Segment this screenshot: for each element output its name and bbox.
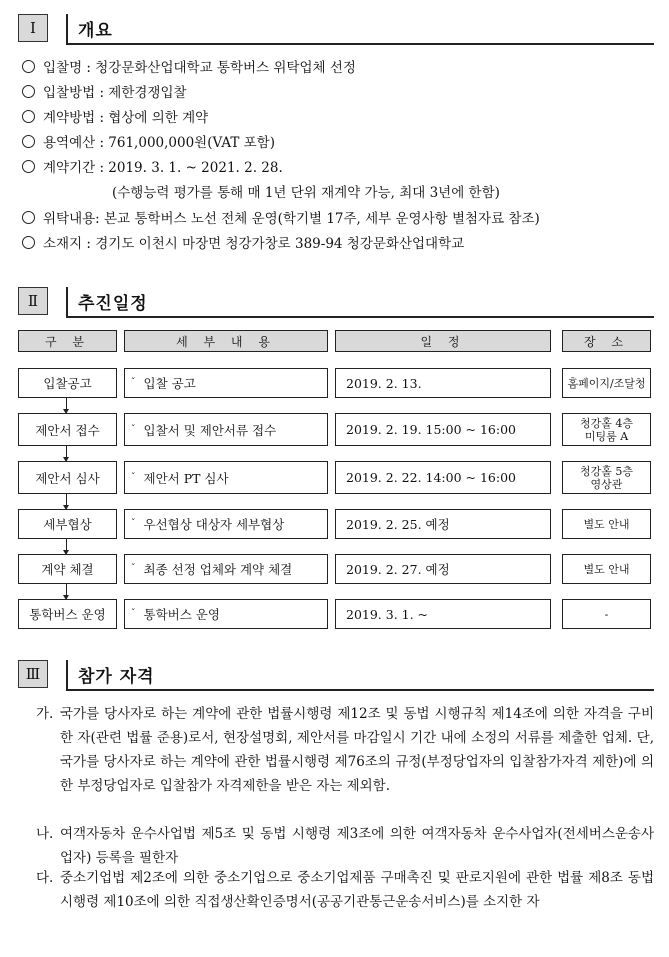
place-line: 청강홀 4층	[580, 416, 633, 430]
tick-icon: ˇ	[131, 609, 136, 619]
item-label: 가.	[36, 706, 54, 722]
detail-text: 제안서 PT 심사	[143, 470, 229, 486]
item-text: 위탁내용: 본교 통학버스 노선 전체 운영(학기별 17주, 세부 운영사항 별첨자료 참조)	[43, 211, 540, 227]
qualification-item	[36, 866, 654, 914]
divider	[66, 287, 68, 317]
tick-icon: ˇ	[131, 519, 136, 529]
item-text: 중소기업법 제2조에 의한 중소기업으로 중소기업제품 구매촉진 및 판로지원에 관한 법률 제8조 동법 시행령 제10조에 의한 직접생산확인증명서(공공기관통근운송서비스)를 소지한 자	[60, 870, 654, 910]
schedule-place: 홈페이지/조달청	[562, 368, 651, 398]
down-arrow-icon	[66, 398, 67, 413]
section-qualification	[18, 660, 654, 690]
section-schedule	[18, 287, 654, 317]
down-arrow-icon	[66, 446, 67, 461]
down-arrow-icon	[66, 539, 67, 554]
circle-bullet-icon	[22, 236, 35, 249]
tick-icon: ˇ	[131, 424, 136, 435]
section-number: Ⅱ	[18, 287, 48, 315]
list-item	[22, 56, 356, 76]
section-number: Ⅰ	[18, 14, 48, 42]
tick-icon: ˇ	[131, 472, 136, 483]
divider	[66, 689, 654, 691]
detail-text: 통학버스 운영	[143, 607, 220, 622]
schedule-detail	[124, 554, 328, 584]
item-text: 계약기간 : 2019. 3. 1. ~ 2021. 2. 28.	[43, 160, 283, 176]
item-text: 입찰명 : 청강문화산업대학교 통학버스 위탁업체 선정	[43, 60, 356, 76]
list-item	[22, 232, 464, 252]
down-arrow-icon	[66, 494, 67, 509]
list-item	[22, 207, 540, 227]
header-place: 장 소	[562, 330, 651, 352]
section-number: Ⅲ	[18, 660, 48, 688]
schedule-detail	[124, 599, 328, 629]
tick-icon: ˇ	[131, 564, 136, 574]
schedule-place: -	[562, 599, 651, 629]
section-header	[18, 14, 654, 44]
divider	[66, 14, 68, 44]
down-arrow-icon	[66, 584, 67, 599]
place-line: 미팅룸 A	[584, 429, 629, 443]
section-header	[18, 660, 654, 690]
header-category: 구 분	[18, 330, 117, 352]
schedule-date: 2019. 2. 25. 예정	[335, 509, 551, 539]
tick-icon: ˇ	[131, 378, 136, 388]
list-item	[22, 106, 208, 126]
place-line: 청강홀 5층	[580, 464, 633, 478]
item-text: 여객자동차 운수사업법 제5조 및 동법 시행령 제3조에 의한 여객자동차 운수사업자(전세버스운송사업자) 등록을 필한자	[60, 826, 654, 866]
schedule-date: 2019. 2. 27. 예정	[335, 554, 551, 584]
header-date: 일 정	[335, 330, 551, 352]
item-text: 국가를 당사자로 하는 계약에 관한 법률시행령 제12조 및 동법 시행규칙 제14조에 의한 자격을 구비한 자(관련 법률 준용)로서, 현장설명회, 제안서를 마감일시 기간 내에 소정의 서류를 제출한 업체. 단, 국가를 당사자로 하는 계약에 관한 법률시행령 제76조의 규정(부정당업자의 입찰참가자격 제한)에 의한 부정당업자로 입찰참가 자격제한을 받은 자는 제외함.	[60, 706, 654, 794]
item-text: 계약방법 : 협상에 의한 계약	[43, 110, 209, 126]
schedule-date: 2019. 2. 19. 15:00 ~ 16:00	[335, 413, 551, 446]
detail-text: 우선협상 대상자 세부협상	[143, 517, 285, 532]
place-line: 영상관	[590, 477, 623, 491]
qualification-item	[36, 822, 654, 870]
list-item	[22, 81, 187, 101]
circle-bullet-icon	[22, 211, 35, 224]
schedule-place: 별도 안내	[562, 554, 651, 584]
divider	[66, 660, 68, 690]
contract-note: (수행능력 평가를 통해 매 1년 단위 재계약 가능, 최대 3년에 한함)	[112, 185, 500, 201]
qualification-item	[36, 702, 654, 798]
schedule-place: 별도 안내	[562, 509, 651, 539]
item-label: 나.	[36, 826, 54, 842]
circle-bullet-icon	[22, 110, 35, 123]
list-item	[22, 156, 283, 176]
circle-bullet-icon	[22, 135, 35, 148]
circle-bullet-icon	[22, 85, 35, 98]
item-label: 다.	[36, 870, 54, 886]
section-header	[18, 287, 654, 317]
detail-text: 최종 선정 업체와 계약 체결	[143, 562, 293, 577]
circle-bullet-icon	[22, 60, 35, 73]
section-title: 추진일정	[78, 294, 148, 314]
circle-bullet-icon	[22, 160, 35, 173]
item-text: 용역예산 : 761,000,000원(VAT 포함)	[43, 135, 275, 151]
item-text: 입찰방법 : 제한경쟁입찰	[43, 85, 187, 101]
section-overview	[18, 14, 654, 44]
list-item	[22, 131, 275, 151]
divider	[66, 316, 654, 318]
schedule-place	[562, 413, 651, 446]
schedule-date: 2019. 3. 1. ~	[335, 599, 551, 629]
schedule-category: 계약 체결	[18, 554, 117, 584]
schedule-date: 2019. 2. 13.	[335, 368, 551, 398]
divider	[66, 43, 654, 45]
schedule-category: 제안서 접수	[18, 413, 117, 446]
schedule-category: 통학버스 운영	[18, 599, 117, 629]
header-detail: 세 부 내 용	[124, 330, 328, 352]
schedule-date: 2019. 2. 22. 14:00 ~ 16:00	[335, 461, 551, 494]
schedule-detail	[124, 509, 328, 539]
schedule-detail	[124, 413, 328, 446]
item-text: 소재지 : 경기도 이천시 마장면 청강가창로 389-94 청강문화산업대학교	[43, 236, 465, 252]
schedule-detail	[124, 461, 328, 494]
schedule-category: 입찰공고	[18, 368, 117, 398]
schedule-detail	[124, 368, 328, 398]
detail-text: 입찰 공고	[143, 376, 196, 391]
detail-text: 입찰서 및 제안서류 접수	[143, 422, 277, 438]
schedule-place	[562, 461, 651, 494]
section-title: 개요	[78, 21, 113, 41]
schedule-category: 세부협상	[18, 509, 117, 539]
section-title: 참가 자격	[78, 667, 155, 687]
schedule-category: 제안서 심사	[18, 461, 117, 494]
